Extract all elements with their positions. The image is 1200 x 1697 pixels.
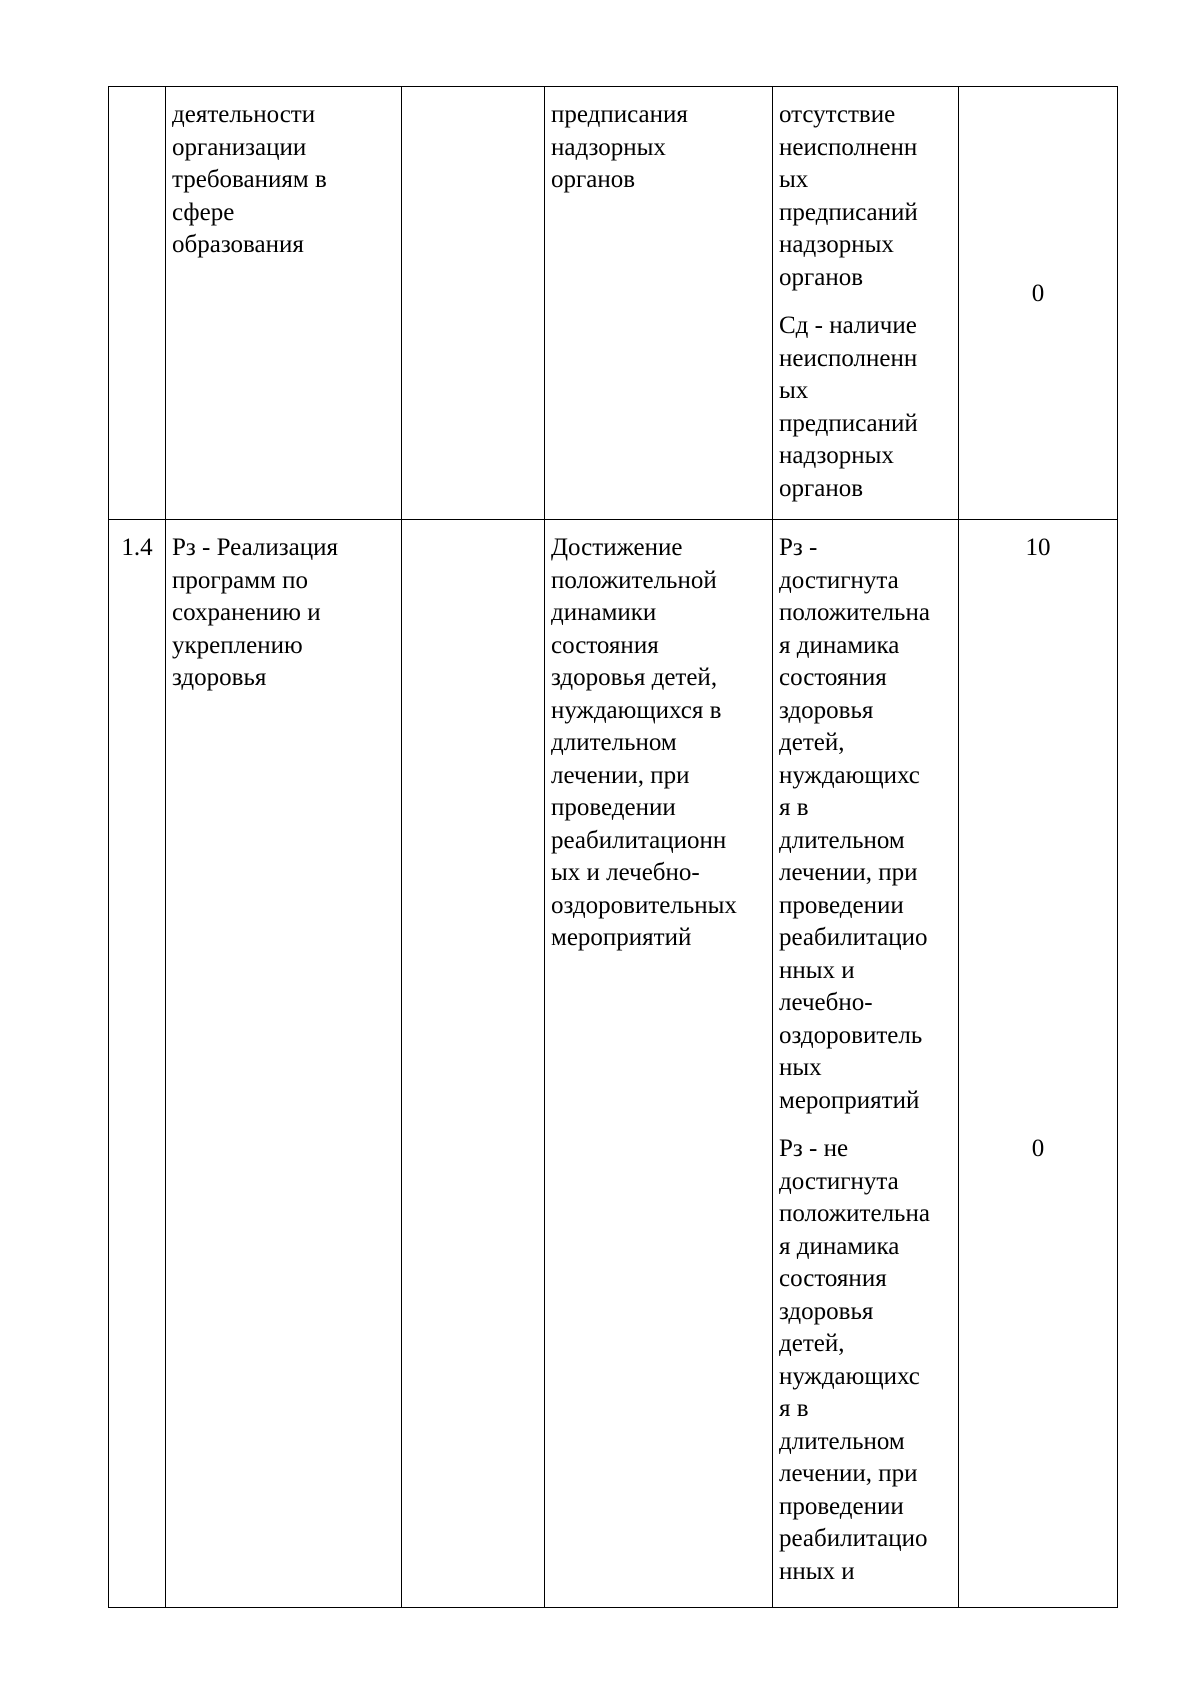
criterion-line: достигнута [779, 566, 899, 594]
score-block [959, 1133, 1117, 1166]
criterion-line: здоровья [779, 1297, 874, 1325]
condition-line: лечении, при [551, 761, 690, 789]
criterion-line: детей, [779, 729, 845, 756]
criterion-line: детей, [779, 1330, 845, 1357]
score-cell [959, 520, 1118, 1608]
criterion-line: неисполненн [779, 344, 918, 372]
criterion-line: нуждающихс [779, 761, 920, 789]
indicator-line: укреплению [172, 631, 303, 659]
condition-line: здоровья детей, [551, 664, 718, 691]
condition-line: динамики [551, 599, 657, 626]
criterion-line: я динамика [779, 631, 900, 659]
score-value: 0 [1031, 279, 1045, 307]
criterion-line: органов [779, 474, 864, 502]
score-block [959, 278, 1117, 311]
condition-line: нуждающихся в [551, 696, 722, 724]
condition-line: мероприятий [551, 924, 692, 951]
score-value: 0 [1031, 1135, 1045, 1162]
criterion-line: надзорных [779, 231, 894, 258]
indicator-line: организации [172, 133, 307, 161]
criterion-line: здоровья [779, 696, 874, 724]
indicator-line: Рз - Реализация [172, 534, 338, 561]
criterion-line: надзорных [779, 442, 894, 469]
indicator-cell [166, 520, 402, 1608]
criterion-line: Рз - [779, 534, 818, 561]
criterion-line: предписаний [779, 198, 918, 226]
criterion-line: ых [779, 377, 809, 404]
empty-cell [402, 520, 545, 1608]
criterion-line: Рз - не [779, 1135, 849, 1162]
criterion-line: нных и [779, 1557, 855, 1585]
indicator-line: сохранению и [172, 599, 321, 626]
condition-line: органов [551, 166, 636, 193]
indicator-line: здоровья [172, 664, 267, 691]
condition-line: положительной [551, 566, 717, 594]
criterion-line: ных [779, 1054, 822, 1081]
criterion-line: Сд - наличие [779, 312, 917, 339]
row-number-cell [109, 520, 166, 1608]
row-number-cell [109, 87, 166, 520]
criterion-line: органов [779, 263, 864, 291]
row-number: 1.4 [121, 534, 153, 561]
indicator-line: сфере [172, 198, 235, 226]
table-row [109, 87, 1118, 520]
condition-line: Достижение [551, 534, 683, 561]
criterion-line: длительном [779, 1427, 905, 1455]
criterion-line: длительном [779, 826, 905, 854]
criterion-line: лечебно- [779, 989, 873, 1016]
criterion-line: неисполненн [779, 133, 918, 161]
condition-line: длительном [551, 729, 677, 756]
criterion-line: я динамика [779, 1232, 900, 1260]
condition-line: оздоровительных [551, 891, 737, 919]
criteria-cell [773, 520, 959, 1608]
criterion-line: положительна [779, 1200, 930, 1227]
condition-line: предписания [551, 101, 688, 128]
score-cell [959, 87, 1118, 520]
empty-cell [402, 87, 545, 520]
indicator-line: программ по [172, 566, 308, 594]
condition-cell [545, 520, 773, 1608]
criteria-table [108, 86, 1118, 1608]
criterion-line: лечении, при [779, 1460, 918, 1487]
indicator-line: требованиям в [172, 166, 327, 193]
criterion-line: состояния [779, 664, 887, 691]
criterion-line: достигнута [779, 1167, 899, 1195]
score-block [959, 99, 1117, 262]
criterion-line: лечении, при [779, 859, 918, 886]
condition-line: проведении [551, 794, 676, 821]
criterion-line: оздоровитель [779, 1021, 923, 1049]
criterion-line: мероприятий [779, 1086, 920, 1114]
criterion-block [779, 310, 952, 505]
criterion-block [779, 99, 952, 294]
criterion-line: я в [779, 794, 809, 821]
score-block [959, 532, 1117, 1117]
criterion-line: отсутствие [779, 101, 896, 128]
condition-line: состояния [551, 631, 659, 659]
indicator-cell [166, 87, 402, 520]
criterion-line: я в [779, 1395, 809, 1422]
condition-line: ых и лечебно- [551, 859, 700, 886]
criterion-line: нуждающихс [779, 1362, 920, 1390]
criterion-line: проведении [779, 891, 904, 919]
criterion-block [779, 532, 952, 1117]
criterion-line: реабилитацио [779, 924, 928, 951]
condition-cell [545, 87, 773, 520]
criterion-line: нных и [779, 956, 855, 984]
score-value: 10 [1025, 534, 1051, 561]
table-row [109, 520, 1118, 1608]
criterion-line: ых [779, 166, 809, 193]
indicator-line: деятельности [172, 101, 316, 128]
criterion-line: состояния [779, 1265, 887, 1292]
criterion-line: реабилитацио [779, 1525, 928, 1552]
criterion-line: положительна [779, 599, 930, 626]
criterion-line: проведении [779, 1492, 904, 1520]
condition-line: надзорных [551, 133, 666, 161]
condition-line: реабилитационн [551, 826, 727, 854]
criteria-cell [773, 87, 959, 520]
criterion-line: предписаний [779, 409, 918, 437]
criterion-block [779, 1133, 952, 1588]
indicator-line: образования [172, 231, 304, 258]
